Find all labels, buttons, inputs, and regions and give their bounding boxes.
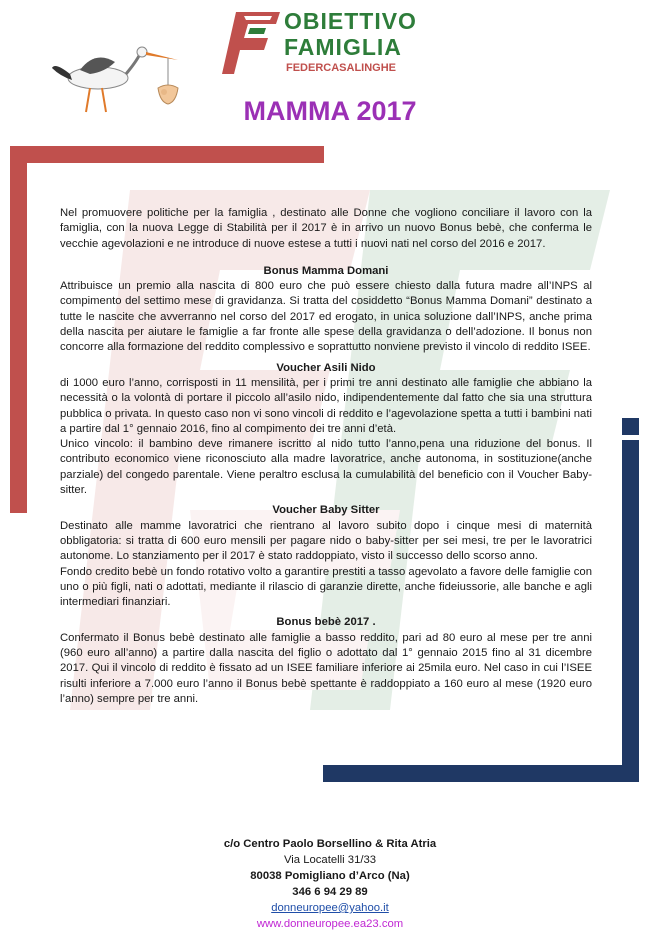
section-text-voucher-baby-2: Fondo credito bebè un fondo rotativo volto a garantire prestiti a tasso agevolato a favore delle famiglie con uno o più figli, nati o adottati, mediante il rilascio di garanzie dirette, anche fideiussorie, alle banche e agli intermediari finanziari. xyxy=(60,565,592,609)
frame-bar-left xyxy=(10,146,27,513)
logo-text-line2: FAMIGLIA xyxy=(284,34,402,60)
section-title-bonus-mamma: Bonus Mamma Domani xyxy=(263,264,389,277)
footer-phone: 346 6 94 29 89 xyxy=(292,886,368,898)
frame-bar-right xyxy=(622,440,639,780)
page-title: MAMMA 2017 xyxy=(243,96,417,126)
section-title-bonus-bebe: Bonus bebè 2017 . xyxy=(276,616,376,629)
main-content xyxy=(60,206,592,707)
decor-dot-3 xyxy=(10,490,27,507)
section-text-voucher-baby-1: Destinato alle mamme lavoratrici che rientrano al lavoro subito dopo i cinque mesi di maternità obbligatoria: si tratta di 600 euro mensili per pagare nido o baby-sitter per sei mesi, tre per le lavoratrici autonome. Lo stanziamento per il 2017 è stato raddoppiato, visto il successo dello scorso anno. xyxy=(60,519,592,563)
footer-address-line3: 80038 Pomigliano d’Arco (Na) xyxy=(250,870,410,882)
footer-email-link[interactable]: donneuropee@yahoo.it xyxy=(271,902,389,914)
section-text-bonus-mamma: Attribuisce un premio alla nascita di 800 euro che può essere chiesto dalla futura madre all’INPS al compimento del settimo mese di gravidanza. Si tratta del cosiddetto “Bonus Mamma Domani” destinato a tutte le nascite che avverranno nel corso del 2017 ed erogato, in unica soluzione dall’INPS, anche prima della nascita per aiutare le famiglie a far fronte alle spese della gravidanza o dell’adozione. Il bonus non concorre alla formazione del reddito complessivo e soprattutto nonviene previsto il vincolo di reddito ISEE. xyxy=(60,280,592,354)
decor-square-1 xyxy=(622,418,639,435)
section-title-voucher-asili: Voucher Asili Nido xyxy=(276,361,376,374)
section-text-voucher-asili-2: Unico vincolo: il bambino deve rimanere iscritto al nido tutto l’anno,pena una riduzione del bonus. Il contributo economico viene riconosciuto alla madre lavoratrice, anche autonoma, in sostituzione(anche parziale) del congedo parentale. Viene peraltro esclusa la cumulabilità del beneficio con il Voucher Baby-sitter. xyxy=(60,438,592,497)
logo-text-line3: FEDERCASALINGHE xyxy=(286,62,397,74)
section-text-voucher-asili-1: di 1000 euro l’anno, corrisposti in 11 mensilità, per i primi tre anni destinato alle famiglie che abbiano la necessità o la volontà di portare il piccolo all’asilo nido, indipendentemente dal fatto che sia una struttura pubblica o privata. In questo caso non vi sono vincoli di reddito e l’agevolazione spetta a tutti i bambini nati a partire dal 1° gennaio 2016, fino al compimento dei tre anni d’età. xyxy=(60,376,592,435)
section-title-voucher-baby: Voucher Baby Sitter xyxy=(272,504,380,517)
decor-dot-2 xyxy=(10,460,27,477)
frame-bar-top-left xyxy=(10,146,324,163)
footer-contacts xyxy=(0,836,660,932)
logo-text-line1: OBIETTIVO xyxy=(284,8,417,34)
footer-website-link[interactable]: www.donneuropee.ea23.com xyxy=(256,918,404,930)
footer-address-line1: c/o Centro Paolo Borsellino & Rita Atria xyxy=(223,838,437,850)
logo-mark-icon xyxy=(222,8,284,78)
obiettivo-famiglia-logo xyxy=(222,8,442,88)
section-text-bonus-bebe: Confermato il Bonus bebè destinato alle famiglie a basso reddito, pari ad 80 euro al mese per tre anni (960 euro all’anno) a partire dalla nascita del figlio o adottato dal 1° gennaio 2015 fino al 31 dicembre 2017. Qui il vincolo di reddito è fissato ad un ISEE familiare inferiore ai 25mila euro. Nel caso in cui l’ISEE risulti inferiore a 7.000 euro l’anno il Bonus bebè spettante è raddoppiato a 160 euro al mese (1920 euro l’anno) sempre per tre anni. xyxy=(60,631,592,705)
footer-address-line2: Via Locatelli 31/33 xyxy=(283,854,377,866)
decor-dot-1 xyxy=(10,430,27,447)
intro-paragraph: Nel promuovere politiche per la famiglia , destinato alle Donne che vogliono conciliare il lavoro con la famiglia, con la nuova Legge di Stabilità per il 2017 è in arrivo un nuovo Bonus bebè, che conferma le vecchie agevolazioni e ne introduce di nuove estese a tutti i nuovi nati nel corso del 2016 e 2017. xyxy=(60,207,592,250)
frame-bar-bottom-right xyxy=(323,765,639,782)
